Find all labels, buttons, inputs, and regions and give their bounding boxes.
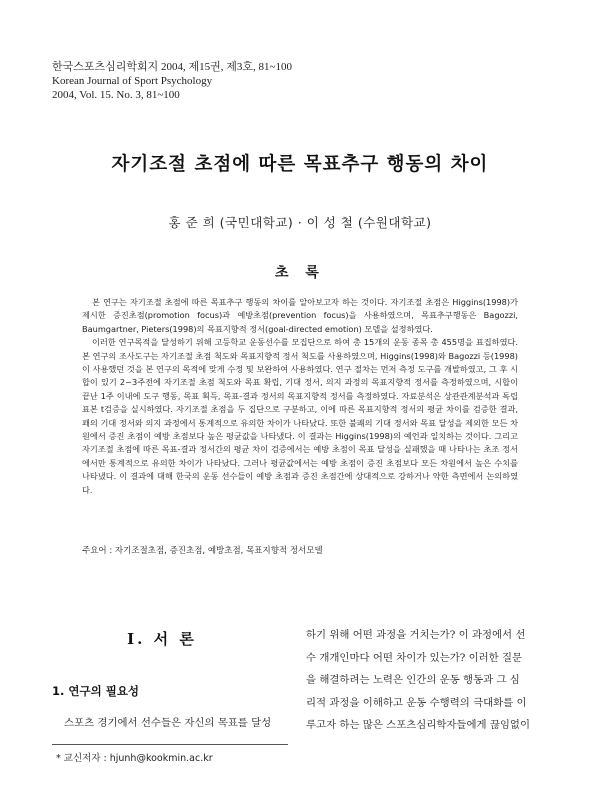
- left-column-body: 스포츠 경기에서 선수들은 자신의 목표를 달성: [64, 717, 272, 729]
- section-heading-introduction: Ⅰ. 서 론: [127, 630, 197, 648]
- body-line: 리적 과정을 이해하고 운동 수행력의 극대화를 이: [306, 696, 527, 709]
- journal-info-volume: 2004, Vol. 15. No. 3, 81~100: [52, 89, 180, 101]
- abstract-body: [82, 296, 518, 497]
- body-line: 을 해결하려는 노력은 인간의 운동 행동과 그 심: [306, 674, 520, 686]
- body-line: 루고자 하는 많은 스포츠심리학자들에게 끊임없이: [306, 719, 530, 731]
- subsection-heading: 1. 연구의 필요성: [52, 684, 140, 698]
- footnote-divider: [52, 744, 288, 745]
- abstract-paragraph: 본 연구는 자기조절 초점에 따른 목표추구 행동의 차이를 알아보고자 하는 것이다. 자기조절 초점은 Higgins(1998)가 제시한 증진초점(promotion focus)과 예방초점(prevention focus)을 사용하였으며, 목표추구행동은 Bagozzi, Baumgartner, Pieters(1998)의 목표지향적 정서(goal-directed emotion) 모델을 설정하였다.: [82, 297, 518, 334]
- journal-info: [52, 60, 292, 102]
- paper-title: 자기조절 초점에 따른 목표추구 행동의 차이: [111, 154, 489, 175]
- paper-authors: 홍 준 희 (국민대학교) · 이 성 철 (수원대학교): [168, 215, 432, 230]
- journal-info-english: Korean Journal of Sport Psychology: [52, 75, 213, 87]
- body-line: 수 개개인마다 어떤 차이가 있는가? 이러한 질문: [306, 651, 523, 664]
- right-column-body: [306, 624, 550, 737]
- abstract-heading: 초 록: [275, 265, 325, 281]
- journal-info-korean: 한국스포츠심리학회지 2004, 제15권, 제3호, 81~100: [52, 61, 292, 73]
- abstract-paragraph: 이러한 연구목적을 달성하기 위해 고등학교 운동선수를 모집단으로 하여 총 15개의 운동 종목 총 455명을 표집하였다. 본 연구의 조사도구는 자기조절 초점 척도와 목표지향적 정서 척도를 사용하였으며, Higgins(1998)와 Bagozzi 등(1998)이 사용했던 것을 본 연구의 목적에 맞게 수정 및 보완하여 사용하였다. 연구 절차는 먼저 측정 도구를 개발하였고, 그 후 시합이 있기 2~3주전에 자기조절 초점 척도와 목표 확립, 기대 정서, 의지 과정의 목표지향적 정서를 측정하였으며, 시합이 끝난 1주 이내에 도구 행동, 목표 획득, 목표-결과 정서의 목표지향적 정서를 측정하였다. 자료분석은 상관관계분석과 독립 표본 t검증을 실시하였다. 자기조절 초점을 두 집단으로 구분하고, 이에 따른 목표지향적 정서의 평균 차이를 검증한 결과, 꽤의 기대 정서와 의지 과정에서 통계적으로 유의한 차이가 나타났다. 또한 불쾌의 기대 정서와 목표 달성을 제외한 모든 차원에서 증진 초점이 예방 초점보다 높은 평균값을 나타냈다. 이 결과는 Higgins(1998)의 예언과 일치하는 것이다. 그리고 자기조절 초점에 따른 목표-결과 정서간의 평균 차이 검증에서는 예방 초점이 목표 달성을 실패했을 때 나타나는 초조 정서에서만 통계적으로 유의한 차이가 나타났다. 그러나 평균값에서는 예방 초점이 증진 초점보다 모든 차원에서 높은 수치를 나타냈다. 이 결과에 대해 한국의 운동 선수들이 예방 초점과 증진 초점간에 상대적으로 강하거나 약한 측면에서 논의하였다.: [82, 337, 518, 495]
- body-line: 하기 위해 어떤 과정을 거치는가? 이 과정에서 선: [306, 629, 526, 641]
- keywords: 주요어 : 자기조절초점, 증진초점, 예방초점, 목표지향적 정서모델: [82, 546, 323, 556]
- corresponding-author-footnote: * 교신저자 : hjunh@kookmin.ac.kr: [56, 753, 213, 764]
